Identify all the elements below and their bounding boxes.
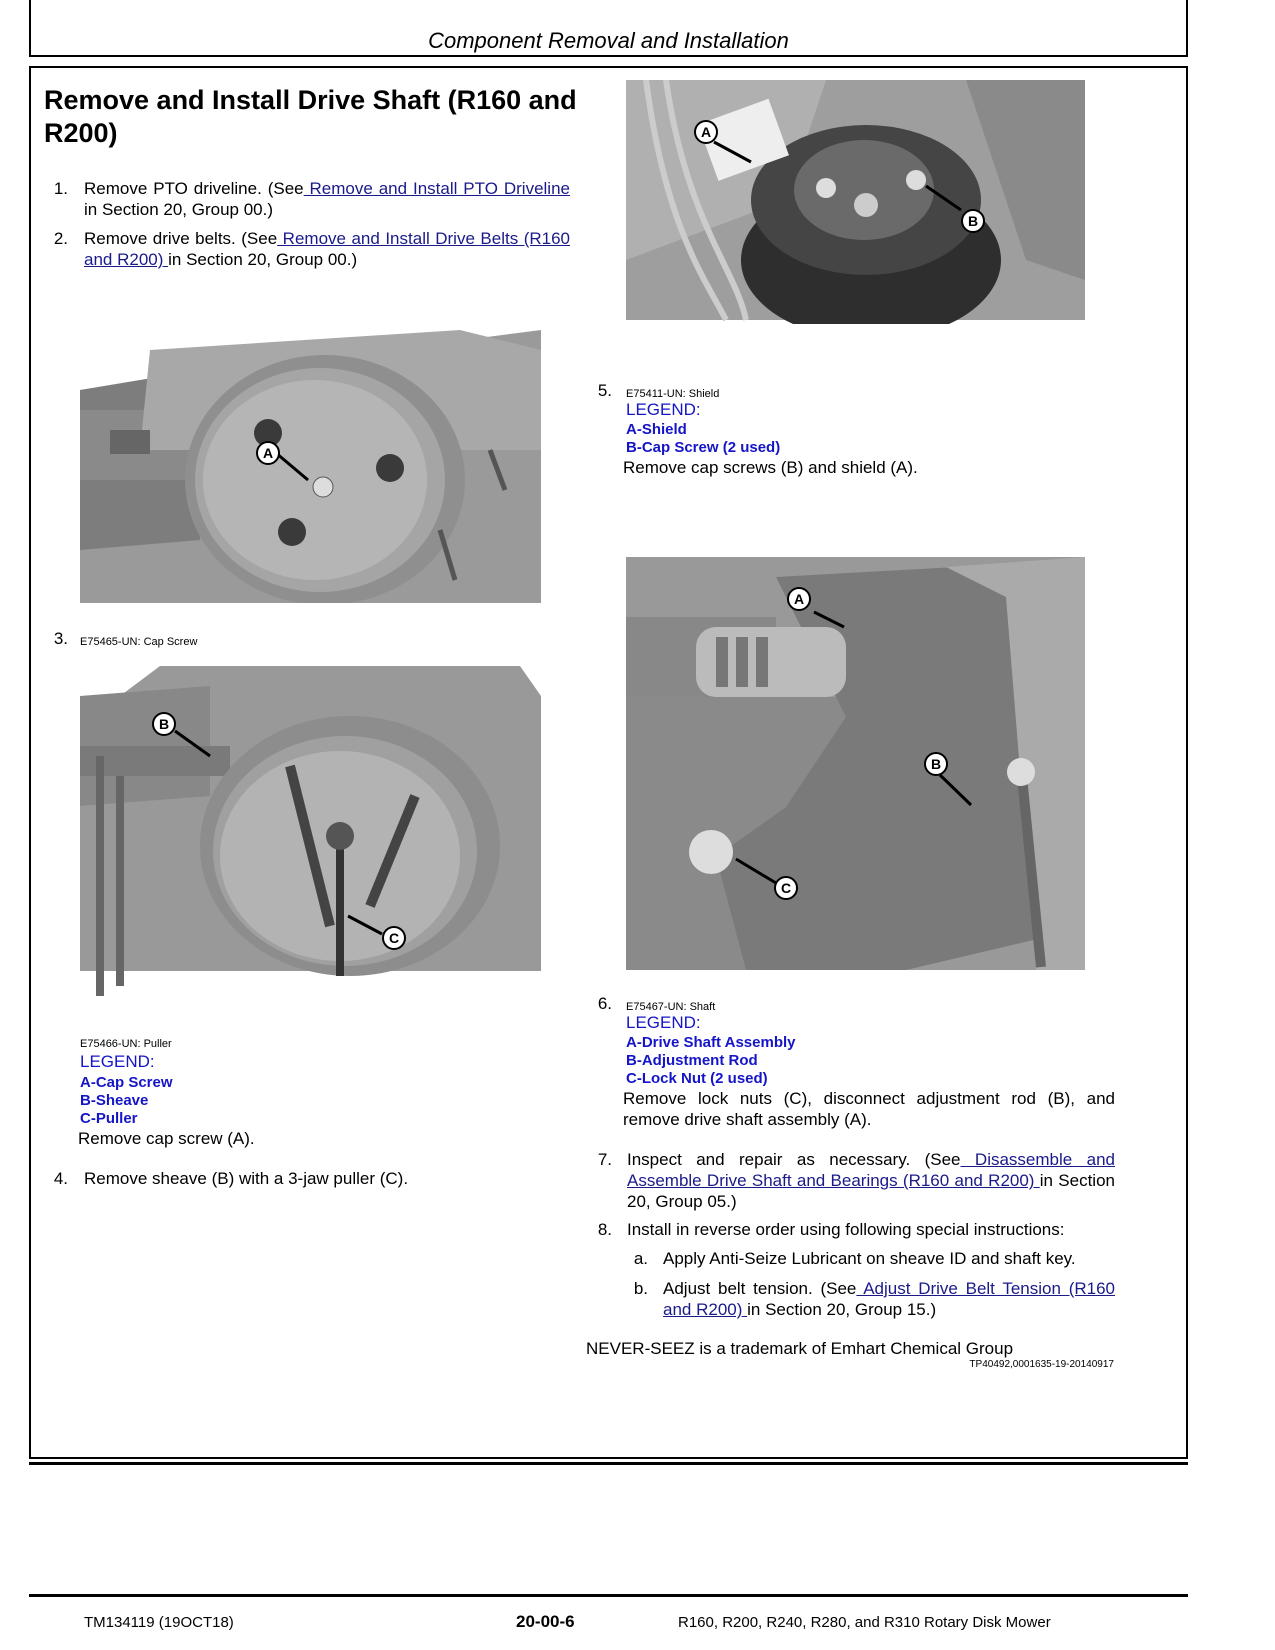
step-number: 8. — [597, 1220, 612, 1239]
step-number: 6. — [597, 994, 612, 1013]
callout-c: C — [389, 930, 400, 946]
legend-heading: LEGEND: — [80, 1052, 155, 1071]
legend-item: C-Lock Nut (2 used) — [626, 1070, 768, 1087]
link-disassemble-drive-shaft[interactable]: Disassemble and Assemble Drive Shaft and Bearings (R160 and R200) — [627, 1150, 1115, 1190]
step-number: 5. — [597, 381, 612, 400]
trademark-note: NEVER-SEEZ is a trademark of Emhart Chemical Group — [586, 1339, 1014, 1358]
legend-heading: LEGEND: — [626, 1013, 701, 1032]
step-text: Remove drive belts. (See — [84, 229, 278, 248]
legend-item: B-Cap Screw (2 used) — [626, 439, 781, 456]
step-text: Remove PTO driveline. (See — [84, 179, 304, 198]
step-text: Install in reverse order using following special instructions: — [627, 1220, 1065, 1239]
legend-item: B-Sheave — [80, 1092, 149, 1109]
callout-a: A — [701, 124, 712, 140]
step-text: Inspect and repair as necessary. (See — [627, 1150, 961, 1169]
step-number: 3. — [53, 629, 68, 648]
legend-heading: LEGEND: — [626, 400, 701, 419]
legend-item: A-Shield — [626, 421, 687, 438]
footer-product-title: R160, R200, R240, R280, and R310 Rotary Disk Mower — [678, 1614, 1051, 1631]
figure-caption: E75411-UN: Shield — [626, 388, 720, 400]
photo-shaft — [626, 557, 1085, 970]
step-number: 1. — [53, 179, 68, 198]
link-adjust-belt-tension[interactable]: Adjust Drive Belt Tension (R160 and R200) — [663, 1279, 1115, 1319]
footer-manual-id: TM134119 (19OCT18) — [84, 1614, 234, 1631]
substep-letter: b. — [633, 1279, 648, 1298]
legend-item: B-Adjustment Rod — [626, 1052, 758, 1069]
page-header: Component Removal and Installation — [428, 28, 789, 53]
step-number: 2. — [53, 229, 68, 248]
link-drive-belts[interactable]: Remove and Install Drive Belts (R160 and R200) — [84, 229, 570, 269]
callout-a: A — [794, 591, 805, 607]
callout-b: B — [968, 213, 979, 229]
footer-rule — [29, 1594, 1188, 1597]
step-text-end: in Section 20, Group 00.) — [168, 250, 358, 269]
step-text: Apply Anti-Seize Lubricant on sheave ID and shaft key. — [663, 1249, 1076, 1268]
photo-shield — [626, 80, 1085, 324]
photo-cap-screw — [80, 330, 541, 603]
step-text-end: in Section 20, Group 15.) — [747, 1300, 937, 1319]
content-bottom-rule — [29, 1462, 1188, 1465]
photo-puller — [80, 666, 541, 1002]
callout-a: A — [263, 445, 274, 461]
figure-caption: E75465-UN: Cap Screw — [80, 636, 198, 648]
document-id: TP40492,0001635-19-20140917 — [969, 1359, 1114, 1370]
section-title: Remove and Install Drive Shaft (R160 and R200) — [44, 85, 577, 148]
step-number: 7. — [597, 1150, 612, 1169]
legend-item: C-Puller — [80, 1110, 138, 1127]
figure-caption: E75467-UN: Shaft — [626, 1001, 716, 1013]
step-text-end: in Section 20, Group 05.) — [627, 1171, 1115, 1211]
step-text: Remove cap screw (A). — [78, 1129, 255, 1148]
step-text-end: in Section 20, Group 00.) — [84, 200, 274, 219]
callout-b: B — [931, 756, 942, 772]
footer-page-number: 20-00-6 — [516, 1612, 575, 1631]
legend-item: A-Drive Shaft Assembly — [626, 1034, 796, 1051]
step-text: Remove lock nuts (C), disconnect adjustment rod (B), and remove drive shaft assembly (A). — [623, 1089, 1115, 1129]
link-pto-driveline[interactable]: Remove and Install PTO Driveline — [303, 179, 570, 198]
figure-caption: E75466-UN: Puller — [80, 1038, 172, 1050]
substep-letter: a. — [633, 1249, 648, 1268]
callout-c: C — [781, 880, 792, 896]
callout-b: B — [159, 716, 170, 732]
step-number: 4. — [53, 1169, 68, 1188]
step-text: Adjust belt tension. (See — [663, 1279, 857, 1298]
step-text: Remove sheave (B) with a 3-jaw puller (C). — [84, 1169, 409, 1188]
legend-item: A-Cap Screw — [80, 1074, 173, 1091]
step-text: Remove cap screws (B) and shield (A). — [623, 458, 918, 477]
